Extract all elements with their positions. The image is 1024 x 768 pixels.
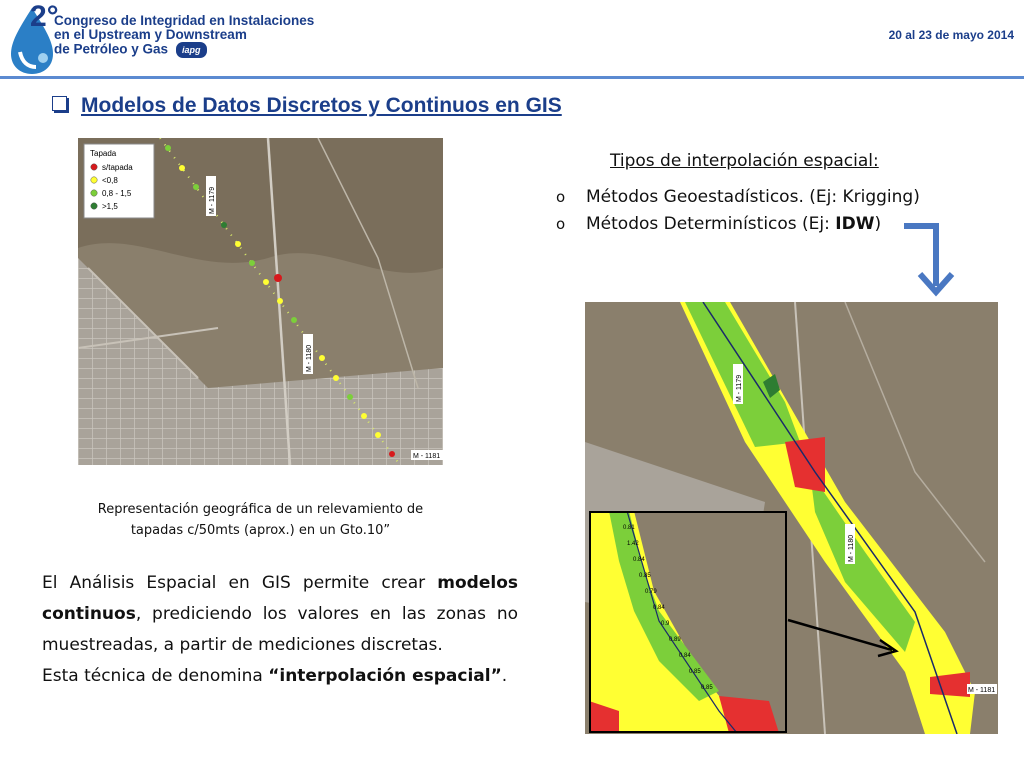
congress-title-line-2: en el Upstream y Downstream [54, 27, 247, 42]
legend-item-label: s/tapada [102, 163, 133, 172]
method-geostatistical: o Métodos Geoestadísticos. (Ej: Krigging) [556, 187, 920, 207]
emphasis-spatial-interpolation: “interpolación espacial” [268, 666, 502, 686]
header-divider [0, 76, 1024, 79]
inset-value: 0.9 [661, 621, 670, 627]
inset-value: 0.84 [633, 557, 645, 563]
interpolation-heading: Tipos de interpolación espacial: [610, 151, 879, 171]
checkbox-bullet-icon [52, 96, 67, 111]
legend-item-label: 0,8 - 1,5 [102, 189, 132, 198]
inset-value: 0.84 [653, 605, 665, 611]
inset-value: 0.85 [639, 573, 651, 579]
discrete-points-map [78, 138, 443, 465]
logo-number: 2° [30, 0, 59, 33]
legend-item-label: >1,5 [102, 202, 118, 211]
marker-label: M - 1181 [413, 453, 441, 460]
inset-value: 1.42 [627, 541, 639, 547]
inset-value: 0.85 [701, 685, 713, 691]
inset-value: 0.81 [623, 525, 635, 531]
congress-title [54, 14, 314, 58]
marker-label: M - 1179 [736, 374, 743, 402]
inset-value: 0.79 [645, 589, 657, 595]
legend-item-label: <0,8 [102, 176, 118, 185]
down-arrow-icon [900, 220, 962, 298]
legend-title: Tapada [90, 149, 117, 158]
method-deterministic: o Métodos Determinísticos (Ej: IDW) [556, 214, 882, 234]
emphasis-continuous-models: modelos continuos [42, 573, 518, 624]
event-date: 20 al 23 de mayo 2014 [888, 28, 1014, 42]
marker-label: M - 1180 [848, 534, 855, 562]
pointer-arrow-icon [780, 610, 910, 670]
body-paragraph: El Análisis Espacial en GIS permite crear modelos continuos, prediciendo los valores en las zonas no muestreadas, a partir de mediciones discretas. Esta técnica de denomina “interpolación espacial”. [42, 573, 518, 686]
inset-value: 0.84 [679, 653, 691, 659]
map-caption [78, 499, 443, 541]
congress-title-line-1: Congreso de Integridad en Instalaciones [54, 13, 315, 28]
section-title-text: Modelos de Datos Discretos y Continuos en GIS [81, 94, 562, 117]
iapg-badge: iapg [176, 42, 207, 58]
inset-value: 0.85 [689, 669, 701, 675]
marker-label: M - 1180 [306, 344, 313, 372]
map-caption-line-1: Representación geográfica de un relevamiento de [97, 502, 424, 517]
zoom-inset-map [589, 511, 787, 733]
marker-label: M - 1179 [209, 186, 216, 214]
map-caption-line-2: tapadas c/50mts (aprox.) en un Gto.10” [130, 523, 391, 538]
congress-title-line-3: de Petróleo y Gas iapg [54, 42, 314, 58]
inset-value: 0.89 [669, 637, 681, 643]
marker-label: M - 1181 [968, 687, 996, 694]
section-title [52, 94, 562, 118]
